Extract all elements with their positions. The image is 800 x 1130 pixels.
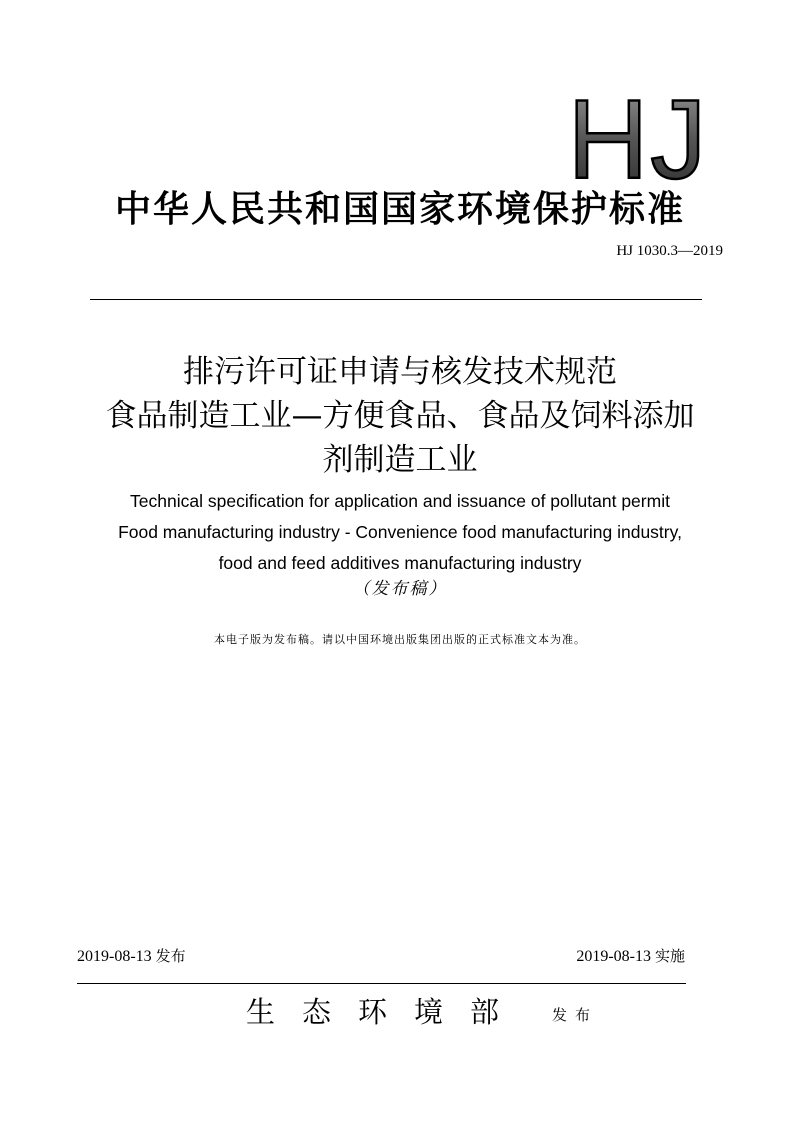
title-cn-line3: 剂制造工业 [322, 442, 478, 478]
draft-label: （发布稿） [352, 579, 448, 599]
title-en-line1: Technical specification for application and issuance of pollutant permit [130, 491, 670, 511]
top-divider [90, 299, 702, 300]
title-en-line2: Food manufacturing industry - Convenience food manufacturing industry, [118, 522, 682, 542]
effective-date-suffix: 实施 [654, 947, 685, 965]
hj-logo [548, 88, 728, 188]
effective-date [576, 946, 685, 967]
edition-note: 本电子版为发布稿。请以中国环境出版集团出版的正式标准文本为准。 [214, 633, 586, 646]
title-cn-line2: 食品制造工业—方便食品、食品及饲料添加 [105, 398, 695, 434]
standard-code: HJ 1030.3—2019 [616, 243, 723, 259]
effective-date-value: 2019-08-13 [576, 948, 651, 965]
publisher-name: 生态环境部 [246, 995, 527, 1029]
bottom-divider [77, 983, 686, 984]
issue-date [77, 946, 186, 967]
issue-date-suffix: 发布 [155, 947, 186, 965]
title-cn-line1: 排污许可证申请与核发技术规范 [183, 354, 617, 390]
issue-date-value: 2019-08-13 [77, 948, 152, 965]
hj-logo-text: HJ [567, 88, 709, 188]
title-en-line3: food and feed additives manufacturing industry [218, 553, 582, 573]
publish-word: 发布 [552, 1006, 599, 1024]
standard-title: 中华人民共和国国家环境保护标准 [114, 189, 685, 230]
